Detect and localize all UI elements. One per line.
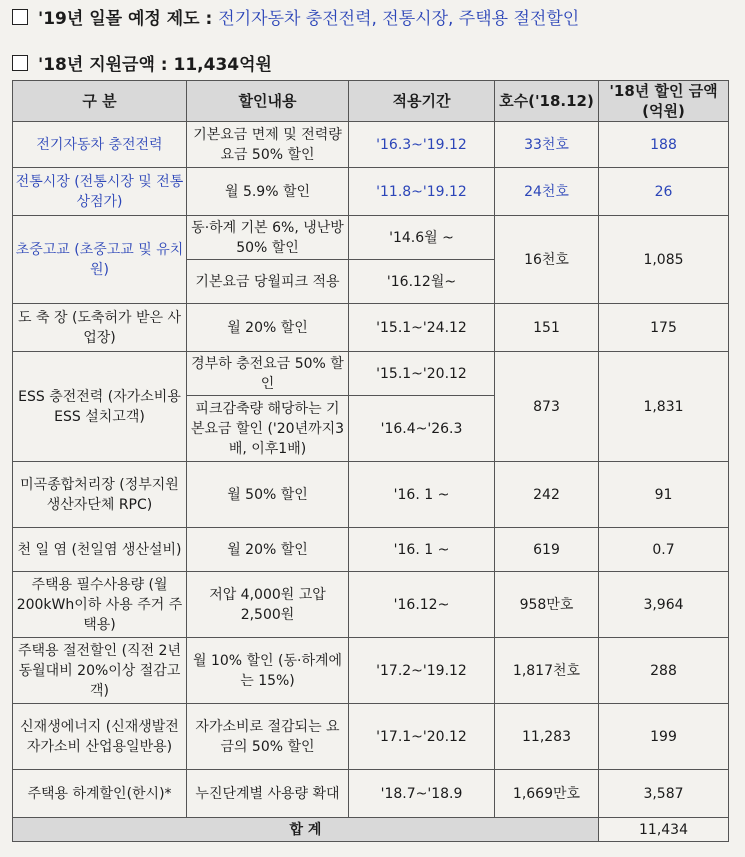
category-cell: 천 일 염 (천일염 생산설비) bbox=[13, 528, 187, 572]
table-header-row bbox=[13, 81, 729, 122]
period-cell: '17.1~'20.12 bbox=[349, 704, 495, 770]
table-row bbox=[13, 352, 729, 396]
discount-cell: 월 20% 할인 bbox=[187, 528, 349, 572]
period-cell: '16.4~'26.3 bbox=[349, 396, 495, 462]
table-row bbox=[13, 168, 729, 216]
amount-cell: 91 bbox=[599, 462, 729, 528]
table-row bbox=[13, 528, 729, 572]
discount-cell: 자가소비로 절감되는 요금의 50% 할인 bbox=[187, 704, 349, 770]
households-cell: 619 bbox=[495, 528, 599, 572]
amount-cell: 3,964 bbox=[599, 572, 729, 638]
households-cell: 242 bbox=[495, 462, 599, 528]
category-cell: ESS 충전전력 (자가소비용 ESS 설치고객) bbox=[13, 352, 187, 462]
households-cell: 24천호 bbox=[495, 168, 599, 216]
discount-cell: 월 10% 할인 (동·하계에는 15%) bbox=[187, 638, 349, 704]
discount-cell: 월 50% 할인 bbox=[187, 462, 349, 528]
category-cell: 전통시장 (전통시장 및 전통상점가) bbox=[13, 168, 187, 216]
period-cell: '16. 1 ~ bbox=[349, 462, 495, 528]
sunset-items: 전기자동차 충전전력, 전통시장, 주택용 절전할인 bbox=[218, 9, 580, 29]
discount-cell: 월 5.9% 할인 bbox=[187, 168, 349, 216]
period-cell: '18.7~'18.9 bbox=[349, 770, 495, 818]
amount-cell: 175 bbox=[599, 304, 729, 352]
period-cell: '14.6월 ~ bbox=[349, 216, 495, 260]
category-cell: 주택용 필수사용량 (월 200kWh이하 사용 주거 주택용) bbox=[13, 572, 187, 638]
households-cell: 33천호 bbox=[495, 122, 599, 168]
category-cell: 전기자동차 충전전력 bbox=[13, 122, 187, 168]
amount-cell: 0.7 bbox=[599, 528, 729, 572]
period-cell: '15.1~'24.12 bbox=[349, 304, 495, 352]
households-cell: 16천호 bbox=[495, 216, 599, 304]
table-row bbox=[13, 704, 729, 770]
households-cell: 11,283 bbox=[495, 704, 599, 770]
column-header: 적용기간 bbox=[349, 81, 495, 122]
discount-cell: 기본요금 당월피크 적용 bbox=[187, 260, 349, 304]
table-row bbox=[13, 638, 729, 704]
discount-cell: 월 20% 할인 bbox=[187, 304, 349, 352]
period-cell: '11.8~'19.12 bbox=[349, 168, 495, 216]
category-cell: 초중고교 (초중고교 및 유치원) bbox=[13, 216, 187, 304]
column-header: 구 분 bbox=[13, 81, 187, 122]
households-cell: 1,669만호 bbox=[495, 770, 599, 818]
checkbox-square-icon bbox=[12, 55, 28, 71]
discount-cell: 피크감축량 해당하는 기본요금 할인 ('20년까지3배, 이후1배) bbox=[187, 396, 349, 462]
amount-cell: 26 bbox=[599, 168, 729, 216]
households-cell: 151 bbox=[495, 304, 599, 352]
households-cell: 1,817천호 bbox=[495, 638, 599, 704]
period-cell: '16.3~'19.12 bbox=[349, 122, 495, 168]
discount-table bbox=[12, 80, 729, 842]
table-row bbox=[13, 462, 729, 528]
category-cell: 신재생에너지 (신재생발전 자가소비 산업용일반용) bbox=[13, 704, 187, 770]
households-cell: 873 bbox=[495, 352, 599, 462]
category-cell: 주택용 절전할인 (직전 2년 동월대비 20%이상 절감고객) bbox=[13, 638, 187, 704]
period-cell: '17.2~'19.12 bbox=[349, 638, 495, 704]
period-cell: '16.12월~ bbox=[349, 260, 495, 304]
table-row bbox=[13, 122, 729, 168]
discount-cell: 누진단계별 사용량 확대 bbox=[187, 770, 349, 818]
header-line-sunset bbox=[12, 4, 579, 29]
amount-cell: 199 bbox=[599, 704, 729, 770]
total-amount: 11,434 bbox=[599, 818, 729, 842]
total-label: 합 계 bbox=[13, 818, 599, 842]
amount-cell: 1,831 bbox=[599, 352, 729, 462]
category-cell: 도 축 장 (도축허가 받은 사업장) bbox=[13, 304, 187, 352]
header-line-support bbox=[12, 50, 272, 75]
category-cell: 주택용 하계할인(한시)* bbox=[13, 770, 187, 818]
amount-cell: 188 bbox=[599, 122, 729, 168]
amount-cell: 3,587 bbox=[599, 770, 729, 818]
table-row bbox=[13, 572, 729, 638]
checkbox-square-icon bbox=[12, 9, 28, 25]
amount-cell: 1,085 bbox=[599, 216, 729, 304]
table-row bbox=[13, 216, 729, 260]
sunset-label: '19년 일몰 예정 제도 : bbox=[38, 9, 213, 29]
period-cell: '16. 1 ~ bbox=[349, 528, 495, 572]
amount-cell: 288 bbox=[599, 638, 729, 704]
column-header: '18년 할인 금액(억원) bbox=[599, 81, 729, 122]
total-row bbox=[13, 818, 729, 842]
households-cell: 958만호 bbox=[495, 572, 599, 638]
discount-cell: 동·하계 기본 6%, 냉난방 50% 할인 bbox=[187, 216, 349, 260]
period-cell: '15.1~'20.12 bbox=[349, 352, 495, 396]
table-row bbox=[13, 770, 729, 818]
discount-cell: 저압 4,000원 고압 2,500원 bbox=[187, 572, 349, 638]
discount-cell: 기본요금 면제 및 전력량요금 50% 할인 bbox=[187, 122, 349, 168]
column-header: 호수('18.12) bbox=[495, 81, 599, 122]
table-row bbox=[13, 304, 729, 352]
discount-cell: 경부하 충전요금 50% 할인 bbox=[187, 352, 349, 396]
period-cell: '16.12~ bbox=[349, 572, 495, 638]
support-amount-text: '18년 지원금액 : 11,434억원 bbox=[38, 55, 272, 75]
category-cell: 미곡종합처리장 (정부지원 생산자단체 RPC) bbox=[13, 462, 187, 528]
column-header: 할인내용 bbox=[187, 81, 349, 122]
